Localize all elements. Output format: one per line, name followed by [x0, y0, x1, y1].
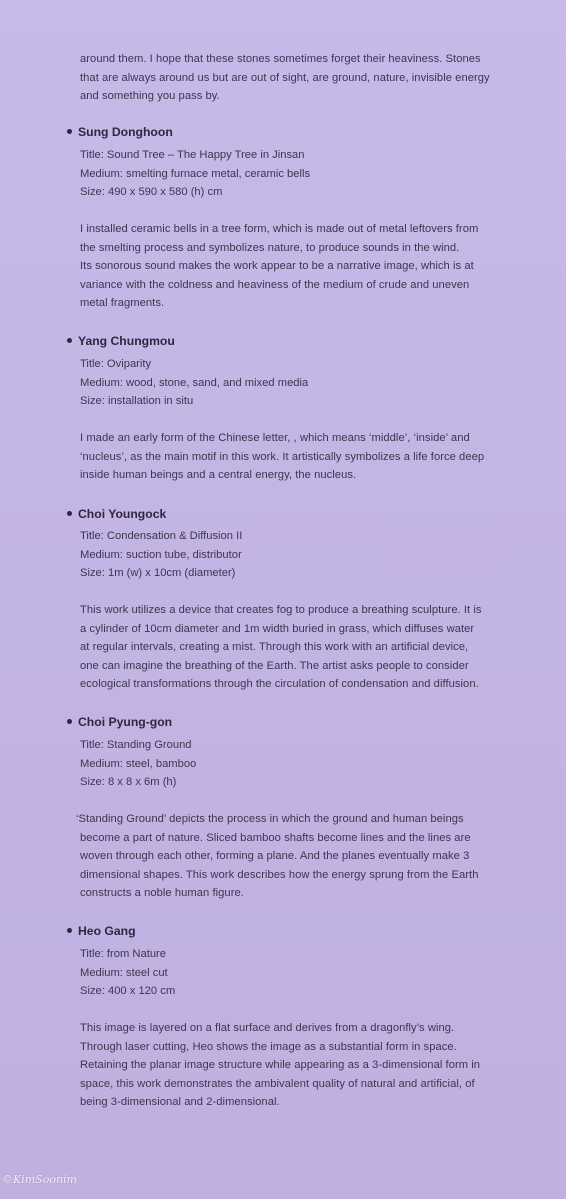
- artist-name-text: Yang Chungmou: [78, 334, 175, 348]
- description-line: being 3-dimensional and 2-dimensional.: [80, 1096, 280, 1109]
- artwork-details: [80, 945, 175, 1001]
- artwork-description: [80, 601, 530, 694]
- bullet-icon: [67, 928, 72, 933]
- description-line: I installed ceramic bells in a tree form, which is made out of metal leftovers from: [80, 223, 479, 235]
- description-line: one can imagine the breathing of the Earth. The artist asks people to consider: [80, 659, 469, 672]
- description-line: a cylinder of 10cm diameter and 1m width buried in grass, which diffuses water: [80, 622, 475, 635]
- artist-name: [67, 333, 175, 349]
- description-line: become a part of nature. Sliced bamboo shafts become lines and the lines are: [80, 831, 471, 844]
- description-line: metal fragments.: [80, 297, 165, 310]
- artist-name-text: Choi Youngock: [78, 507, 167, 521]
- artist-name: [67, 124, 173, 140]
- artist-name-text: Sung Donghoon: [78, 125, 173, 139]
- artwork-size: Size: installation in situ: [80, 395, 194, 408]
- copyright-watermark: ©KimSoonim: [2, 1173, 77, 1186]
- description-line: ‘nucleus’, as the main motif in this work. It artistically symbolizes a life force deep: [80, 450, 485, 463]
- description-line: the smelting process and symbolizes nature, to produce sounds in the wind.: [80, 241, 460, 254]
- artwork-medium: Medium: smelting furnace metal, ceramic bells: [80, 167, 311, 180]
- artwork-medium: Medium: wood, stone, sand, and mixed media: [80, 376, 309, 389]
- artwork-medium: Medium: steel, bamboo: [80, 757, 197, 770]
- description-line: ‘Standing Ground’ depicts the process in which the ground and human beings: [76, 813, 464, 825]
- artwork-size: Size: 8 x 8 x 6m (h): [80, 776, 177, 789]
- artwork-details: [80, 736, 196, 792]
- description-line: dimensional shapes. This work describes how the energy sprung from the Earth: [80, 868, 479, 881]
- artist-name-text: Choi Pyung-gon: [78, 715, 173, 729]
- description-line: I made an early form of the Chinese letter, , which means ‘middle’, ‘inside’ and: [80, 432, 470, 444]
- description-line: ecological transformations through the circulation of condensation and diffusion.: [80, 678, 479, 691]
- artwork-title: Title: Condensation & Diffusion II: [80, 530, 243, 542]
- artwork-size: Size: 490 x 590 x 580 (h) cm: [80, 186, 223, 199]
- artwork-details: [80, 355, 308, 411]
- artwork-details: [80, 527, 242, 583]
- bullet-icon: [67, 719, 72, 724]
- bullet-icon: [67, 129, 72, 134]
- description-line: variance with the coldness and heaviness of the medium of crude and uneven: [80, 278, 470, 291]
- intro-paragraph: [80, 50, 530, 106]
- description-line: at regular intervals, creating a mist. Through this work with an artificial device,: [80, 641, 469, 654]
- bullet-icon: [67, 511, 72, 516]
- description-line: inside human beings and a central energy, the nucleus.: [80, 469, 357, 482]
- description-line: Its sonorous sound makes the work appear to be a narrative image, which is at: [80, 260, 474, 273]
- artist-name: [67, 506, 166, 522]
- description-line: space, this work demonstrates the ambivalent quality of natural and artificial, of: [80, 1077, 475, 1090]
- artwork-description: [80, 429, 530, 485]
- artwork-description: [80, 220, 530, 313]
- intro-line: around them. I hope that these stones sometimes forget their heaviness. Stones: [80, 53, 481, 65]
- artwork-medium: Medium: suction tube, distributor: [80, 548, 242, 561]
- artwork-title: Title: Oviparity: [80, 358, 152, 370]
- artwork-medium: Medium: steel cut: [80, 966, 168, 979]
- artwork-title: Title: Sound Tree – The Happy Tree in Jinsan: [80, 149, 305, 161]
- artwork-description: [76, 810, 526, 903]
- artwork-title: Title: Standing Ground: [80, 739, 192, 751]
- intro-line: that are always around us but are out of sight, are ground, nature, invisible energy: [80, 71, 490, 84]
- artwork-title: Title: from Nature: [80, 948, 166, 960]
- description-line: Retaining the planar image structure while appearing as a 3-dimensional form in: [80, 1059, 481, 1072]
- artwork-details: [80, 146, 310, 202]
- artist-name: [67, 923, 136, 939]
- intro-line: and something you pass by.: [80, 90, 220, 103]
- description-line: This work utilizes a device that creates fog to produce a breathing sculpture. It is: [80, 604, 482, 616]
- artwork-description: [80, 1019, 530, 1112]
- artist-name: [67, 714, 172, 730]
- bullet-icon: [67, 338, 72, 343]
- artist-name-text: Heo Gang: [78, 924, 136, 938]
- artwork-size: Size: 1m (w) x 10cm (diameter): [80, 567, 236, 580]
- description-line: This image is layered on a flat surface and derives from a dragonfly’s wing.: [80, 1022, 455, 1034]
- artwork-size: Size: 400 x 120 cm: [80, 985, 176, 998]
- description-line: Through laser cutting, Heo shows the image as a substantial form in space.: [80, 1040, 457, 1053]
- description-line: woven through each other, forming a plane. And the planes eventually make 3: [80, 850, 470, 863]
- description-line: constructs a noble human figure.: [80, 887, 244, 900]
